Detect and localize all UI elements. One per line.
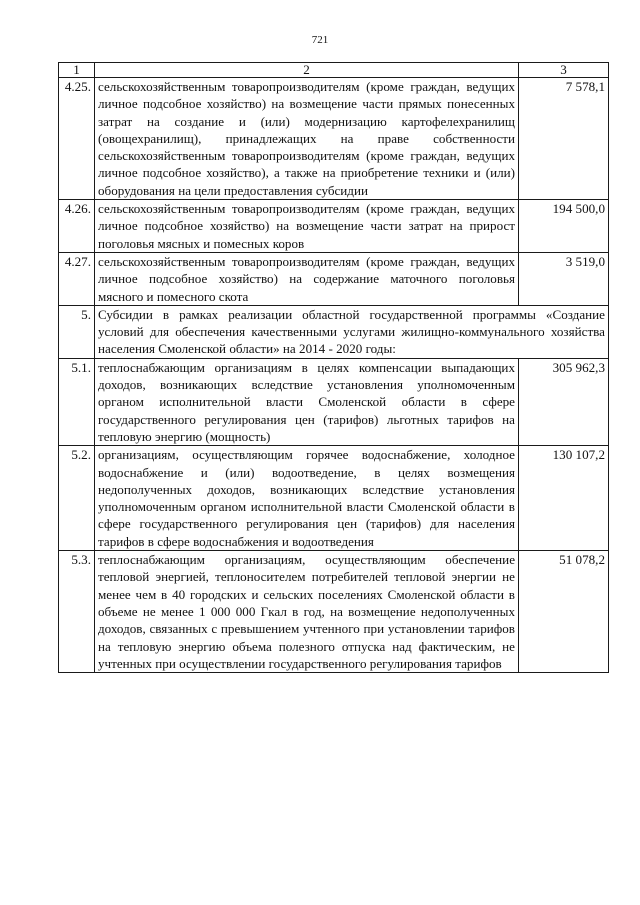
row-number: 5.2. — [59, 446, 95, 551]
row-number: 4.25. — [59, 78, 95, 200]
section-row — [59, 305, 609, 358]
column-header-description: 2 — [95, 63, 519, 78]
row-description: сельскохозяйственным товаропроизводителям (кроме граждан, ведущих личное подсобное хозяйство) на содержание маточного поголовья мясного и помесного скота — [95, 252, 519, 305]
row-description: теплоснабжающим организациям в целях компенсации выпадающих доходов, возникающих вследствие установления уполномоченным органом исполнительной власти Смоленской области в сфере государственного регулирования цен (тарифов) льготных тарифов на тепловую энергию (мощность) — [95, 358, 519, 445]
table-row — [59, 78, 609, 200]
table-row — [59, 446, 609, 551]
row-description: организациям, осуществляющим горячее водоснабжение, холодное водоснабжение и (или) водоотведение, в целях возмещения недополученных доходов, возникающих вследствие установления уполномоченным органом исполнительной власти Смоленской области в сфере государственного регулирования цен (тарифов) для населения тарифов в сфере водоснабжения и водоотведения — [95, 446, 519, 551]
row-amount: 194 500,0 — [519, 200, 609, 253]
row-number: 5.3. — [59, 551, 95, 673]
row-amount: 7 578,1 — [519, 78, 609, 200]
table-row — [59, 358, 609, 445]
table-header-row — [59, 63, 609, 78]
page-number: 721 — [311, 34, 329, 46]
column-header-amount: 3 — [519, 63, 609, 78]
section-number: 5. — [59, 305, 95, 358]
column-header-number: 1 — [59, 63, 95, 78]
section-title: Субсидии в рамках реализации областной государственной программы «Создание условий для обеспечения качественными услугами жилищно-коммунального хозяйства населения Смоленской области» на 2014 - 2020 годы: — [95, 305, 609, 358]
table-row — [59, 551, 609, 673]
row-description: теплоснабжающим организациям, осуществляющим обеспечение тепловой энергией, теплоносителем потребителей тепловой энергии не менее чем в 40 городских и сельских поселениях Смоленской области в объеме не менее 1 000 000 Гкал в год, на возмещение недополученных доходов, связанных с превышением учтенного при установлении тарифов на тепловую энергию объема полезного отпуска над фактическим, не учтенных при осуществлении государственного регулирования тарифов — [95, 551, 519, 673]
row-number: 5.1. — [59, 358, 95, 445]
row-amount: 3 519,0 — [519, 252, 609, 305]
row-amount: 51 078,2 — [519, 551, 609, 673]
row-number: 4.27. — [59, 252, 95, 305]
row-description: сельскохозяйственным товаропроизводителям (кроме граждан, ведущих личное подсобное хозяйство) на возмещение части затрат на прирост поголовья мясных и помесных коров — [95, 200, 519, 253]
row-amount: 130 107,2 — [519, 446, 609, 551]
table-row — [59, 200, 609, 253]
row-description: сельскохозяйственным товаропроизводителям (кроме граждан, ведущих личное подсобное хозяйство) на возмещение части прямых понесенных затрат на создание и (или) модернизацию картофелехранилищ (овощехранилищ), принадлежащих на праве собственности сельскохозяйственным товаропроизводителям (кроме граждан, ведущих личное подсобное хозяйство), а также на приобретение техники и (или) оборудования на цели предоставления субсидии — [95, 78, 519, 200]
table-row — [59, 252, 609, 305]
row-number: 4.26. — [59, 200, 95, 253]
row-amount: 305 962,3 — [519, 358, 609, 445]
subsidy-table — [58, 62, 609, 673]
